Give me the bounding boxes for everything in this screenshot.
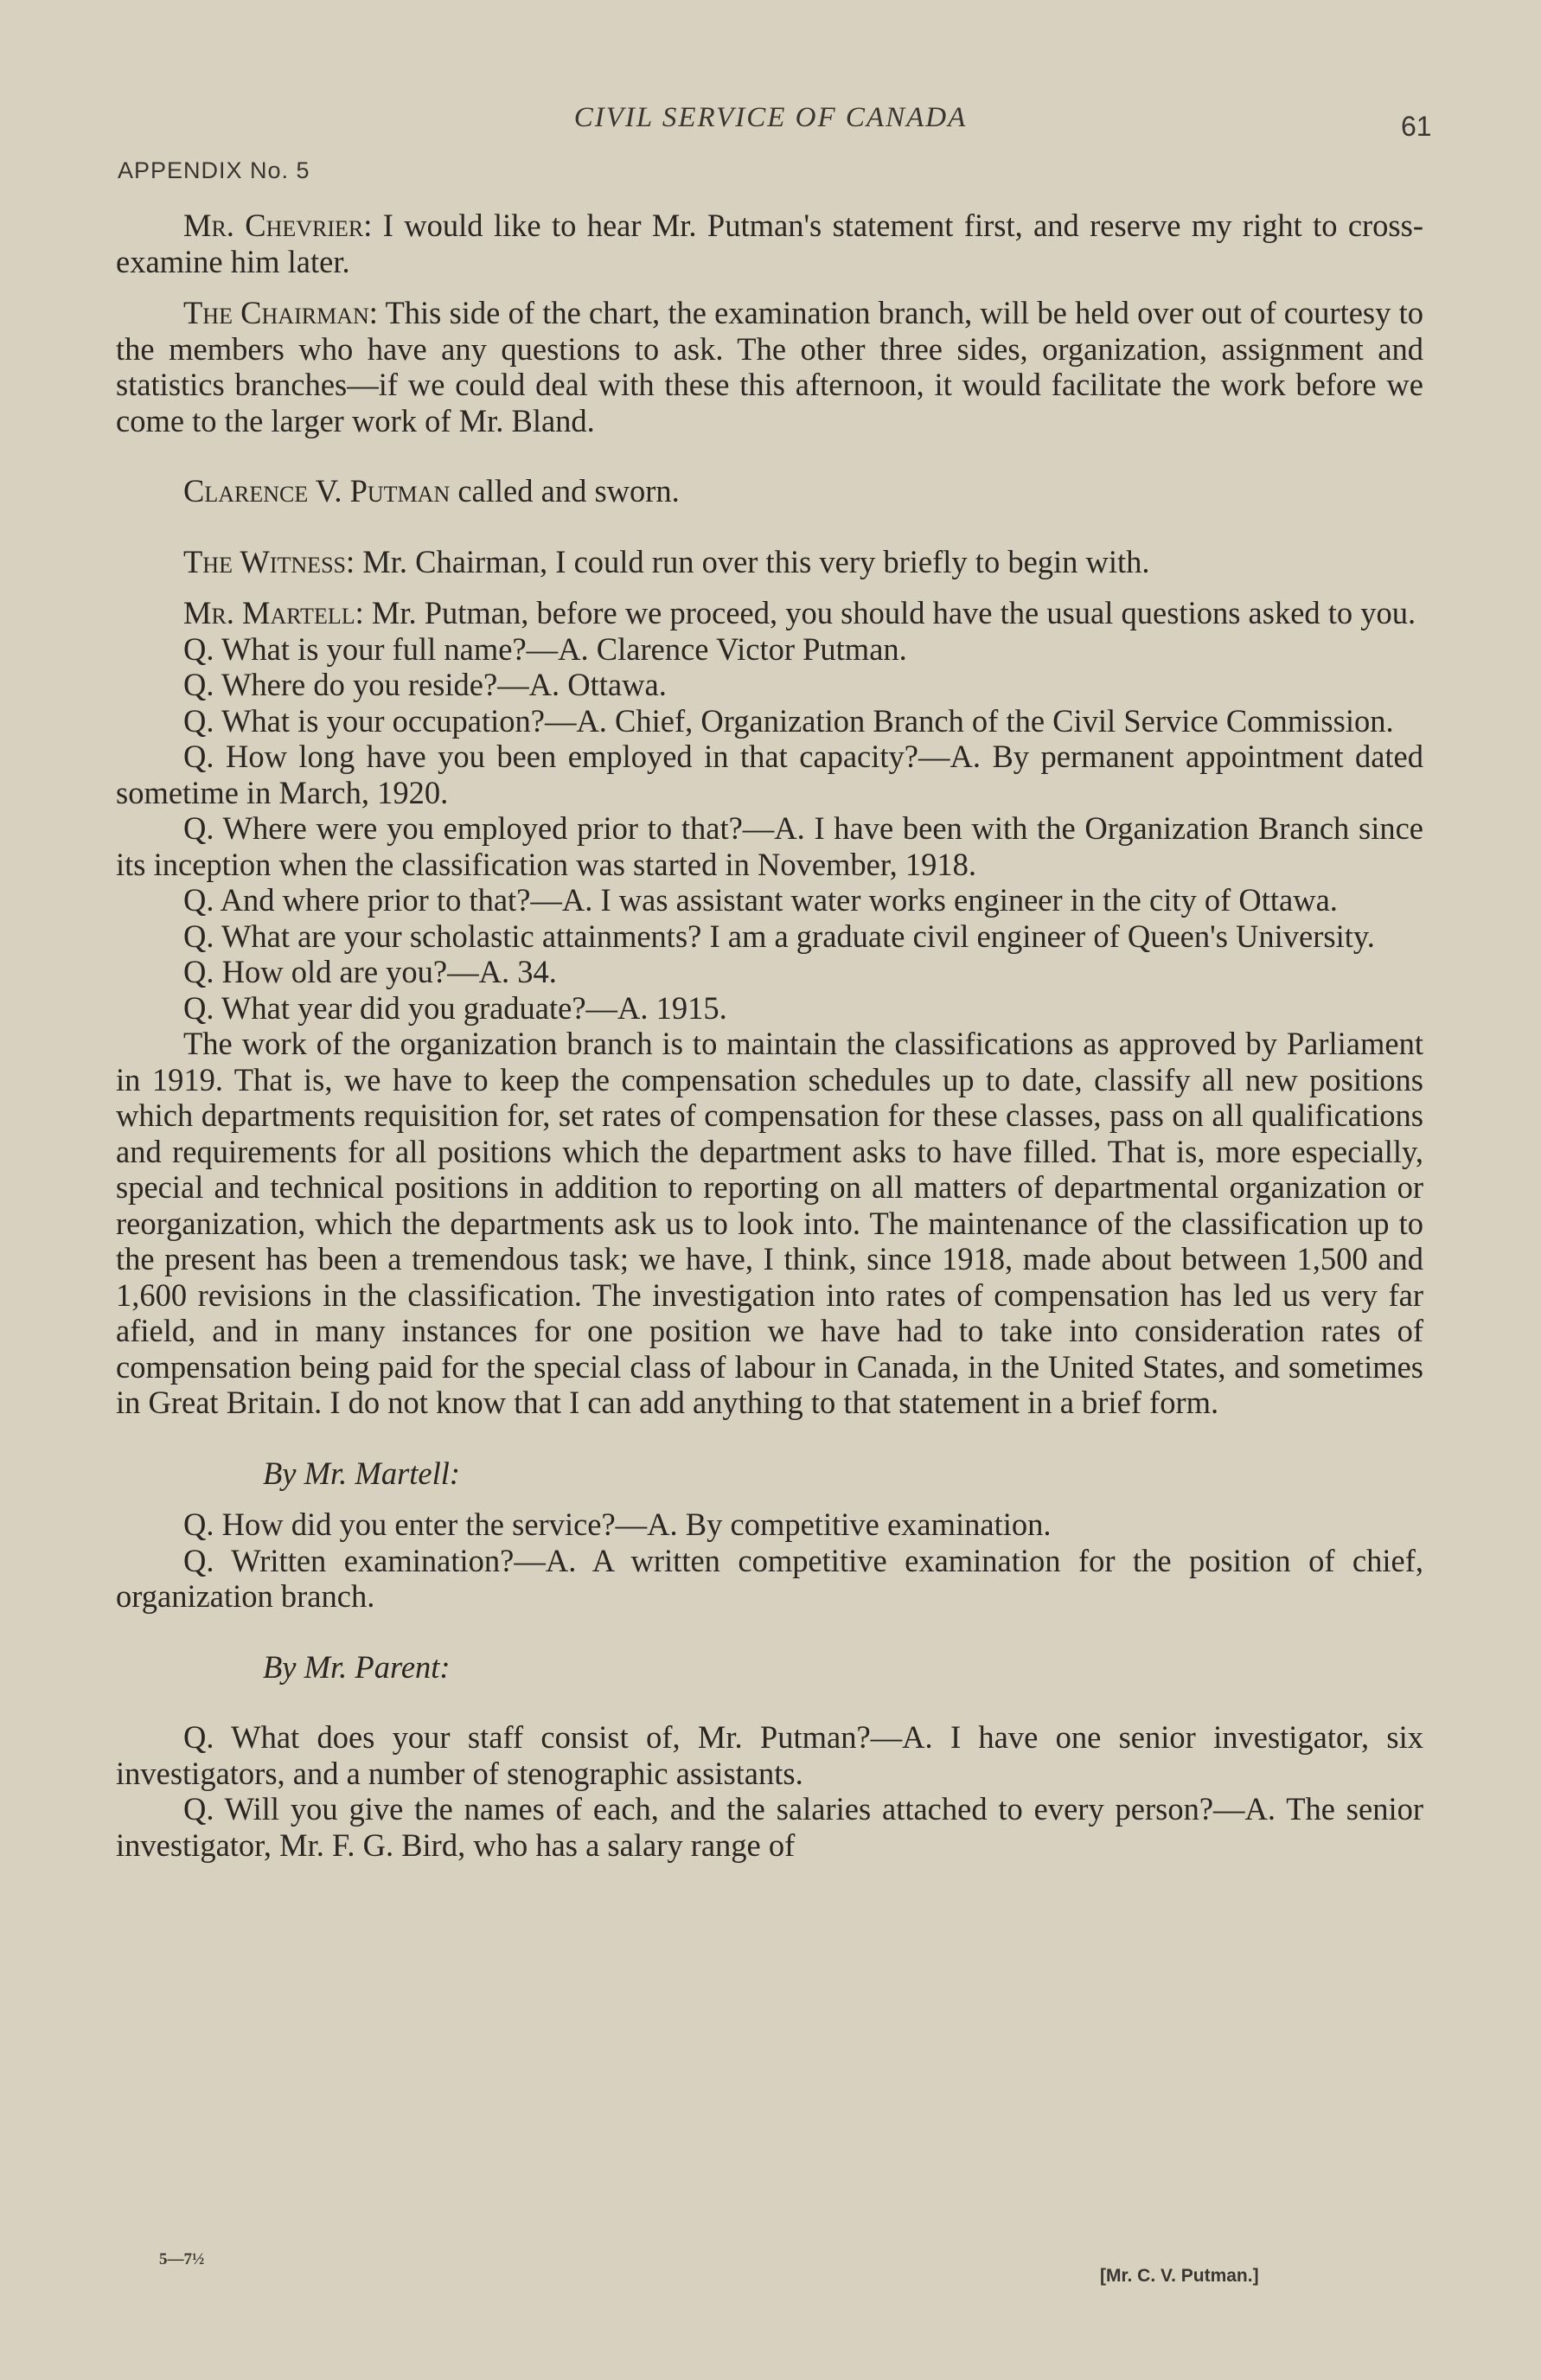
qa-line: Q. How did you enter the service?—A. By competitive examination.: [183, 1507, 1052, 1542]
qa-line: Q. How old are you?—A. 34.: [183, 954, 557, 989]
speaker-name: Clarence V. Putman: [183, 473, 451, 509]
qa-line: Q. What are your scholastic attainments? I am a graduate civil engineer of Queen's University.: [183, 918, 1375, 954]
body-text: [116, 208, 1423, 1863]
paragraph-martell: [116, 595, 1423, 631]
qa-line: Q. How long have you been employed in that capacity?—A. By permanent appointment dated sometime in March, 1920.: [116, 739, 1423, 810]
paragraph-text: called and sworn.: [450, 473, 680, 509]
paragraph-text: Mr. Putman, before we proceed, you should have the usual questions asked to you.: [363, 595, 1416, 630]
paragraph-witness: [116, 544, 1423, 580]
paragraph-sworn: [116, 473, 1423, 509]
paragraph-chairman: [116, 295, 1423, 438]
qa-line: Q. What does your staff consist of, Mr. Putman?—A. I have one senior investigator, six investigators, and a number of stenographic assistants.: [116, 1719, 1423, 1791]
running-header: CIVIL SERVICE OF CANADA: [573, 102, 968, 133]
paragraph-text: I would like to hear Mr. Putman's statement first, and reserve my right to cross-examine him later.: [116, 208, 1423, 279]
qa-line: Q. And where prior to that?—A. I was assistant water works engineer in the city of Ottawa.: [183, 882, 1338, 918]
paragraph-chevrier: [116, 208, 1423, 279]
qa-line: Q. Written examination?—A. A written competitive examination for the position of chief, organization branch.: [116, 1542, 1423, 1614]
paragraph-text: Mr. Chairman, I could run over this very briefly to begin with.: [355, 543, 1150, 579]
section-heading-parent: By Mr. Parent:: [263, 1648, 451, 1685]
speaker-name: The Witness:: [183, 543, 355, 579]
signature-mark: 5—7½: [159, 2250, 205, 2268]
appendix-label: APPENDIX No. 5: [118, 157, 310, 183]
qa-line: Q. What is your full name?—A. Clarence Victor Putman.: [183, 630, 907, 667]
qa-line: Q. Where do you reside?—A. Ottawa.: [183, 667, 667, 702]
speaker-name: The Chairman:: [183, 295, 378, 330]
speaker-name: Mr. Chevrier:: [183, 208, 373, 243]
qa-line: Q. What is your occupation?—A. Chief, Organization Branch of the Civil Service Commission.: [183, 702, 1394, 739]
paragraph-text: This side of the chart, the examination branch, will be held over out of courtesy to the members who have any questions to ask. The other three sides, organization, assignment and statistics branches—if we could deal with these this afternoon, it would facilitate the work before we come to the larger work of Mr. Bland.: [116, 295, 1423, 438]
qa-line: Q. Where were you employed prior to that?—A. I have been with the Organization Branch since its inception when the classification was started in November, 1918.: [116, 810, 1423, 882]
speaker-name: Mr. Martell:: [183, 595, 364, 630]
section-heading-martell: By Mr. Martell:: [263, 1455, 461, 1491]
statement-paragraph: The work of the organization branch is to maintain the classifications as approved by Parliament in 1919. That is, we have to keep the compensation schedules up to date, classify all new positions which departments requisition for, set rates of compensation for these classes, pass on all qualifications and requirements for all positions which the department asks to have filled. That is, more especially, special and technical positions in addition to reporting on all matters of departmental organization or reorganization, which the departments ask us to look into. The maintenance of the classification up to the present has been a tremendous task; we have, I think, since 1918, made about between 1,500 and 1,600 revisions in the classification. The investigation into rates of compensation has led us very far afield, and in many instances for one position we have had to take into consideration rates of compensation being paid for the special class of labour in Canada, in the United States, and sometimes in Great Britain. I do not know that I can add anything to that statement in a brief form.: [116, 1026, 1423, 1420]
page-number: 61: [1401, 111, 1432, 142]
qa-line: Q. What year did you graduate?—A. 1915.: [183, 989, 727, 1026]
speaker-tag: [Mr. C. V. Putman.]: [1100, 2266, 1259, 2286]
qa-line: Q. Will you give the names of each, and the salaries attached to every person?—A. The senior investigator, Mr. F. G. Bird, who has a salary range of: [116, 1791, 1423, 1863]
